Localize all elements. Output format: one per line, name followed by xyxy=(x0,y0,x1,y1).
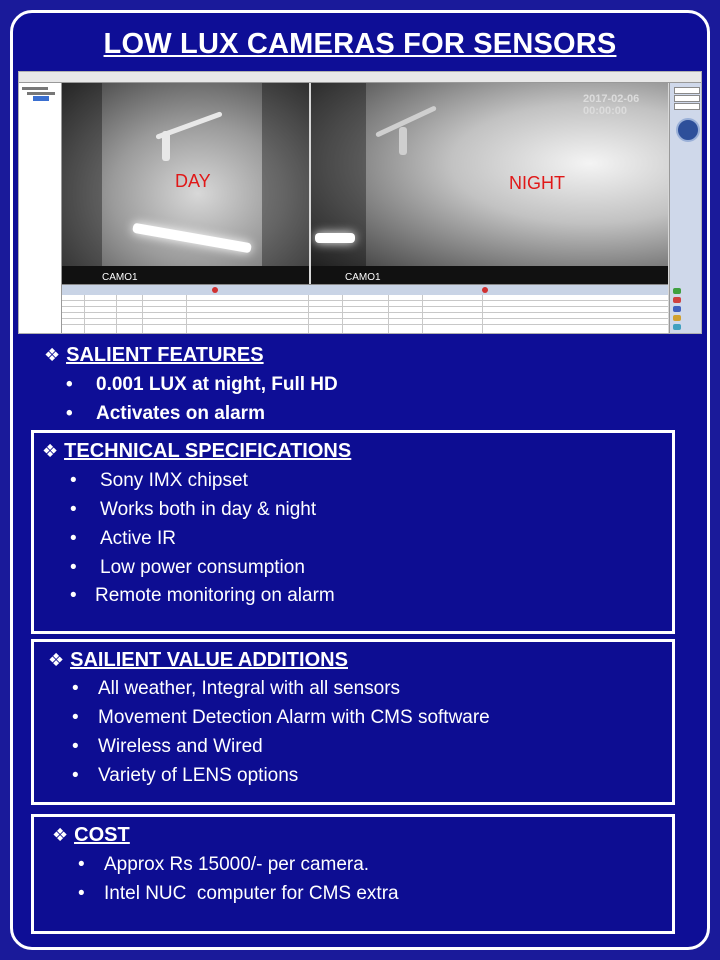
day-label: DAY xyxy=(175,171,211,191)
cms-software-screenshot xyxy=(18,71,702,334)
selected-device xyxy=(33,96,49,101)
value-additions-heading: ❖ SAILIENT VALUE ADDITIONS xyxy=(48,649,348,671)
ptz-joystick-icon[interactable] xyxy=(676,118,700,142)
diamond-bullet-icon: ❖ xyxy=(42,441,59,461)
page-title: LOW LUX CAMERAS FOR SENSORS xyxy=(103,28,617,60)
salient-feature-item: • 0.001 LUX at night, Full HD xyxy=(66,374,338,395)
value-addition-item: • All weather, Integral with all sensors xyxy=(72,678,401,699)
salient-features-heading: ❖ SALIENT FEATURES xyxy=(44,344,264,366)
value-addition-item: • Variety of LENS options xyxy=(72,765,299,786)
salient-feature-item: • Activates on alarm xyxy=(66,403,265,424)
diamond-bullet-icon: ❖ xyxy=(48,650,65,670)
diamond-bullet-icon: ❖ xyxy=(52,825,69,845)
screenshot-top-bar xyxy=(19,72,701,83)
cost-item: • Intel NUC computer for CMS extra xyxy=(78,883,399,904)
camera-label-day: CAMO1 xyxy=(102,272,138,283)
night-label: NIGHT xyxy=(509,173,565,193)
tech-spec-item: • Works both in day & night xyxy=(70,499,317,520)
ptz-control-panel xyxy=(669,83,702,333)
tech-spec-item: • Active IR xyxy=(70,528,177,549)
device-tree-panel xyxy=(19,83,62,333)
tech-spec-item: • Sony IMX chipset xyxy=(70,470,248,491)
night-video-feed xyxy=(311,83,668,284)
tech-spec-item: • Remote monitoring on alarm xyxy=(70,585,335,606)
cost-item: • Approx Rs 15000/- per camera. xyxy=(78,854,370,875)
event-log-table xyxy=(62,295,668,333)
day-video-feed xyxy=(62,83,309,284)
tech-spec-item: • Low power consumption xyxy=(70,557,305,578)
cost-heading: ❖ COST xyxy=(52,824,130,846)
value-addition-item: • Movement Detection Alarm with CMS software xyxy=(72,707,490,728)
value-addition-item: • Wireless and Wired xyxy=(72,736,263,757)
video-timestamp: 2017-02-06 00:00:00 xyxy=(583,93,640,117)
diamond-bullet-icon: ❖ xyxy=(44,345,61,365)
technical-specifications-heading: ❖ TECHNICAL SPECIFICATIONS xyxy=(42,440,352,462)
camera-label-night: CAMO1 xyxy=(345,272,381,283)
